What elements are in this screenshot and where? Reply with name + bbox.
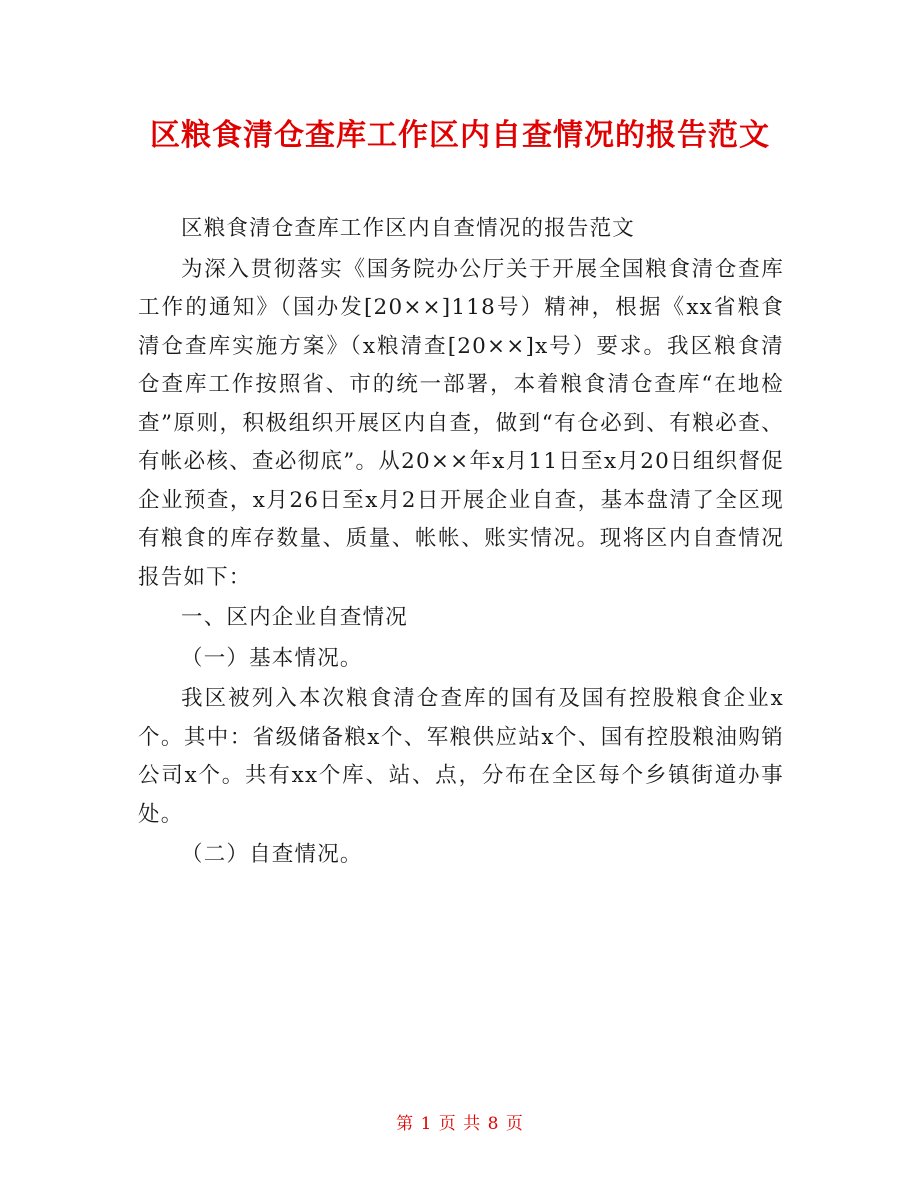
- document-title: 区粮食清仓查库工作区内自查情况的报告范文: [150, 118, 770, 153]
- section-heading-1: 一、区内企业自查情况: [181, 605, 409, 630]
- document-body: [138, 210, 784, 875]
- page-number-footer: 第 1 页 共 8 页: [396, 1114, 524, 1134]
- paragraph-heading-repeat: 区粮食清仓查库工作区内自查情况的报告范文: [181, 216, 636, 241]
- paragraph-intro: 为深入贯彻落实《国务院办公厅关于开展全国粮食清仓查库工作的通知》（国办发[20××]118号）精神，根据《xx省粮食清仓查库实施方案》（x粮清查[20××]x号）要求。我区粮食清仓查库工作按照省、市的统一部署，本着粮食清仓查库“在地检查”原则，积极组织开展区内自查，做到“有仓必到、有粮必查、有帐必核、查必彻底”。从20××年x月11日至x月20日组织督促企业预查，x月26日至x月2日开展企业自查，基本盘清了全区现有粮食的库存数量、质量、帐帐、账实情况。现将区内自查情况报告如下：: [138, 256, 784, 590]
- subsection-heading-selfcheck: （二）自查情况。: [181, 842, 363, 867]
- subsection-heading-basic: （一）基本情况。: [181, 645, 363, 671]
- paragraph-basic-info: 我区被列入本次粮食清仓查库的国有及国有控股粮食企业x个。其中：省级储备粮x个、军粮供应站x个、国有控股粮油购销公司x个。共有xx个库、站、点，分布在全区每个乡镇街道办事处。: [138, 686, 784, 827]
